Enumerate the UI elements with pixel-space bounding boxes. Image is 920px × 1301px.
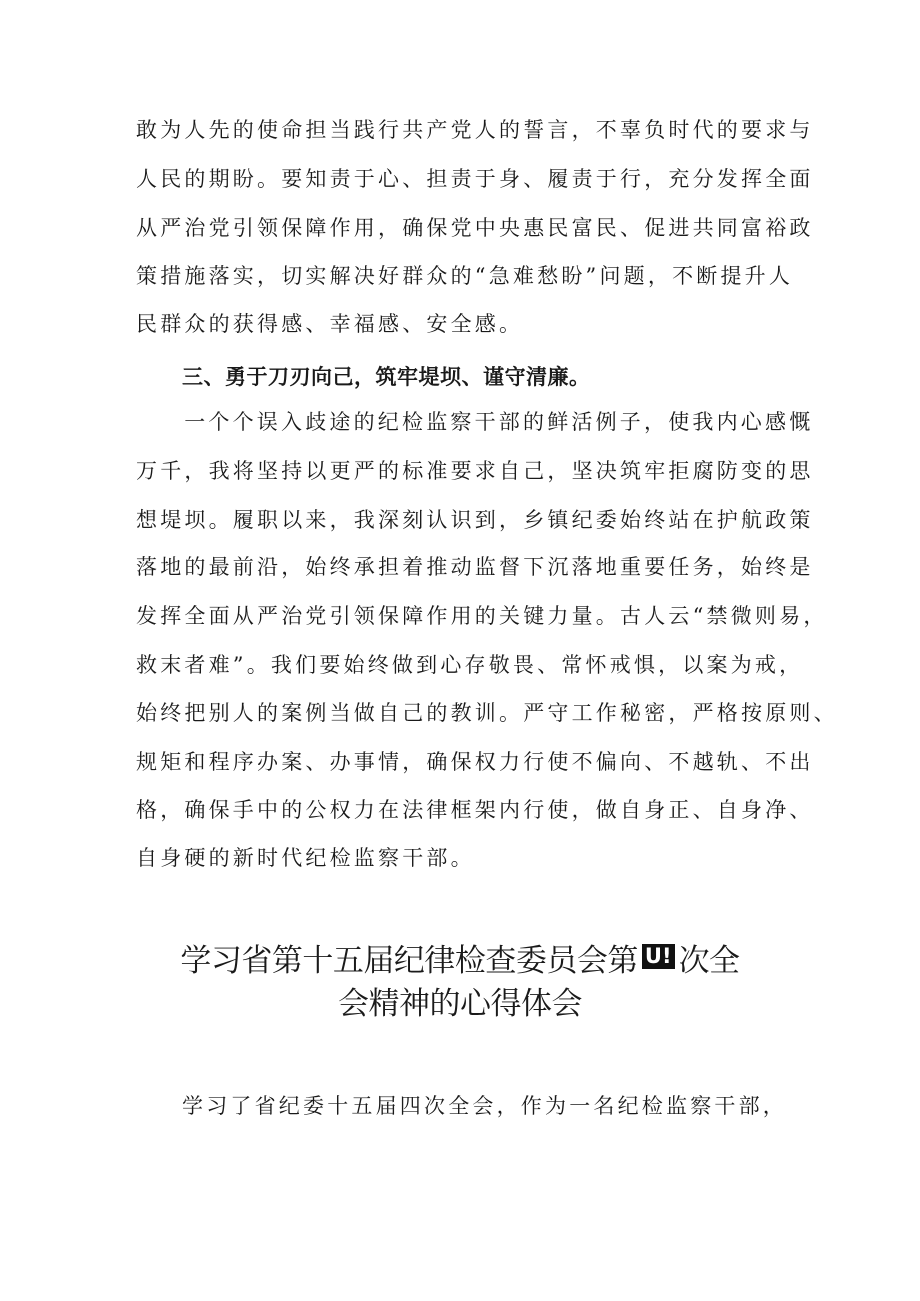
paragraph-line: 万千，我将坚持以更严的标准要求自己，坚决筑牢拒腐防变的思: [136, 459, 814, 483]
paragraph-line: 规矩和程序办案、办事情，确保权力行使不偏向、不越轨、不出: [136, 750, 814, 774]
paragraph-line: 想堤坝。履职以来，我深刻认识到，乡镇纪委始终站在护航政策: [136, 508, 814, 532]
article-title-part: 学习省第十五届纪律检查委员会第: [180, 943, 638, 979]
article-title-line-2: 会精神的心得体会: [338, 986, 582, 1022]
paragraph-line: 策措施落实，切实解决好群众的“急难愁盼”问题，不断提升人: [136, 264, 794, 288]
paragraph-line: 人民的期盼。要知责于心、担责于身、履责于行，充分发挥全面: [136, 167, 814, 191]
article-title-part: 次全: [678, 943, 740, 979]
article-title-line-1: [0, 944, 920, 977]
paragraph-line: 自身硬的新时代纪检监察干部。: [136, 846, 475, 870]
paragraph-line: 格，确保手中的公权力在法律框架内行使，做自身正、自身净、: [136, 798, 814, 822]
paragraph-line: 始终把别人的案例当做自己的教训。严守工作秘密，严格按原则、: [136, 701, 838, 725]
paragraph-line: 落地的最前沿，始终承担着推动监督下沉落地重要任务，始终是: [136, 555, 814, 579]
paragraph-line: 从严治党引领保障作用，确保党中央惠民富民、促进共同富裕政: [136, 216, 814, 240]
paragraph-line: 学习了省纪委十五届四次全会，作为一名纪检监察干部，: [182, 1094, 787, 1118]
paragraph-line: 发挥全面从严治党引领保障作用的关键力量。古人云“禁微则易，: [136, 604, 828, 628]
paragraph-line: 一个个误入歧途的纪检监察干部的鲜活例子，使我内心感慨: [160, 410, 814, 434]
section-heading: 三、勇于刀刃向己，筑牢堤坝、谨守清廉。: [182, 365, 591, 389]
paragraph-line: 敢为人先的使命担当践行共产党人的誓言，不辜负时代的要求与: [136, 118, 814, 142]
paragraph-line: 救末者难”。我们要始终做到心存敬畏、常怀戒惧，以案为戒，: [136, 653, 804, 677]
paragraph-line: 民群众的获得感、幸福感、安全感。: [136, 312, 524, 336]
title-glyph: U!: [642, 944, 675, 969]
